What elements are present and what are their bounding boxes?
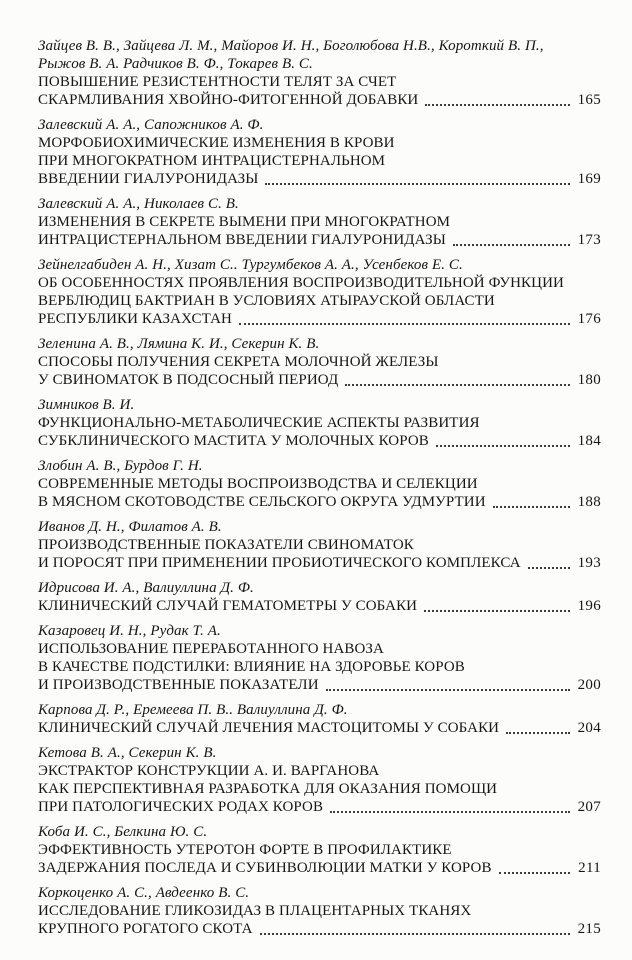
- title-text: ИНТРАЦИСТЕРНАЛЬНОМ ВВЕДЕНИИ ГИАЛУРОНИДАЗЫ: [38, 232, 446, 248]
- page-number: 173: [577, 232, 601, 248]
- title-last-line: [38, 798, 601, 816]
- title-text: У СВИНОМАТОК В ПОДСОСНЫЙ ПЕРИОД: [38, 372, 339, 388]
- title-last-line: [38, 859, 601, 877]
- entry-title: [38, 353, 601, 389]
- entry-title: [38, 274, 601, 328]
- toc-entry: [38, 579, 601, 615]
- dot-leader: [528, 566, 570, 569]
- title-line: СПОСОБЫ ПОЛУЧЕНИЯ СЕКРЕТА МОЛОЧНОЙ ЖЕЛЕЗЫ: [38, 354, 439, 370]
- entry-title: [38, 640, 601, 694]
- page-number: 176: [577, 311, 601, 327]
- dot-leader: [326, 688, 570, 691]
- author-line: Злобин А. В., Бурдов Г. Н.: [38, 458, 203, 474]
- entry-title: [38, 134, 601, 188]
- entry-authors: [38, 195, 601, 213]
- toc-entry: [38, 823, 601, 877]
- dot-leader: [499, 871, 571, 874]
- entry-title: [38, 475, 601, 511]
- title-last-line: [38, 597, 601, 615]
- toc-entry: [38, 622, 601, 694]
- title-line: МОРФОБИОХИМИЧЕСКИЕ ИЗМЕНЕНИЯ В КРОВИ: [38, 135, 395, 151]
- page-number: 184: [577, 433, 601, 449]
- dot-leader: [239, 322, 570, 325]
- entry-title: [38, 841, 601, 877]
- title-last-line: [38, 493, 601, 511]
- entry-authors: [38, 622, 601, 640]
- title-last-line: [38, 554, 601, 572]
- dot-leader: [453, 243, 570, 246]
- title-line: ПРИ МНОГОКРАТНОМ ИНТРАЦИСТЕРНАЛЬНОМ: [38, 153, 386, 169]
- title-line: ПРОИЗВОДСТВЕННЫЕ ПОКАЗАТЕЛИ СВИНОМАТОК: [38, 537, 414, 553]
- toc-entry: [38, 396, 601, 450]
- author-line: Зеленина А. В., Лямина К. И., Секерин К. В.: [38, 336, 320, 352]
- page-number: 196: [577, 598, 601, 614]
- toc-entry: [38, 37, 601, 109]
- entry-title: [38, 536, 601, 572]
- author-line: Залевский А. А., Сапожников А. Ф.: [38, 117, 264, 133]
- title-text: СУБКЛИНИЧЕСКОГО МАСТИТА У МОЛОЧНЫХ КОРОВ: [38, 433, 429, 449]
- author-line: Казаровец И. Н., Рудак Т. А.: [38, 623, 221, 639]
- title-line: СОВРЕМЕННЫЕ МЕТОДЫ ВОСПРОИЗВОДСТВА И СЕЛЕКЦИИ: [38, 476, 478, 492]
- page-number: 188: [577, 494, 601, 510]
- dot-leader: [330, 810, 570, 813]
- dot-leader: [345, 383, 569, 386]
- dot-leader: [506, 731, 569, 734]
- entry-title: [38, 73, 601, 109]
- dot-leader: [265, 182, 569, 185]
- page-number: 200: [577, 677, 601, 693]
- entry-authors: [38, 396, 601, 414]
- author-line: Зимников В. И.: [38, 397, 135, 413]
- page-number: 180: [577, 372, 601, 388]
- toc-entry: [38, 116, 601, 188]
- title-last-line: [38, 920, 601, 938]
- author-line: Зайцев В. В., Зайцева Л. М., Майоров И. Н., Боголюбова Н.В., Короткий В. П.,: [38, 38, 544, 54]
- title-line: ИСПОЛЬЗОВАНИЕ ПЕРЕРАБОТАННОГО НАВОЗА: [38, 641, 384, 657]
- title-text: КЛИНИЧЕСКИЙ СЛУЧАЙ ЛЕЧЕНИЯ МАСТОЦИТОМЫ У СОБАКИ: [38, 720, 500, 736]
- author-line: Карпова Д. Р., Еремеева П. В.. Валиуллина Д. Ф.: [38, 702, 348, 718]
- page-number: 169: [577, 171, 601, 187]
- title-text: КРУПНОГО РОГАТОГО СКОТА: [38, 921, 253, 937]
- title-line: В КАЧЕСТВЕ ПОДСТИЛКИ: ВЛИЯНИЕ НА ЗДОРОВЬЕ КОРОВ: [38, 659, 465, 675]
- title-text: И ПОРОСЯТ ПРИ ПРИМЕНЕНИИ ПРОБИОТИЧЕСКОГО КОМПЛЕКСА: [38, 555, 521, 571]
- author-line: Идрисова И. А., Валиуллина Д. Ф.: [38, 580, 254, 596]
- entry-authors: [38, 256, 601, 274]
- author-line: Коба И. С., Белкина Ю. С.: [38, 824, 208, 840]
- title-line: ЭКСТРАКТОР КОНСТРУКЦИИ А. И. ВАРГАНОВА: [38, 763, 380, 779]
- dot-leader: [425, 103, 569, 106]
- entry-title: [38, 597, 601, 615]
- entry-authors: [38, 823, 601, 841]
- entry-authors: [38, 518, 601, 536]
- title-text: РЕСПУБЛИКИ КАЗАХСТАН: [38, 311, 232, 327]
- dot-leader: [493, 505, 570, 508]
- toc-list: [38, 37, 601, 938]
- toc-entry: [38, 744, 601, 816]
- page-number: 204: [577, 720, 601, 736]
- title-text: КЛИНИЧЕСКИЙ СЛУЧАЙ ГЕМАТОМЕТРЫ У СОБАКИ: [38, 598, 418, 614]
- entry-title: [38, 719, 601, 737]
- title-last-line: [38, 170, 601, 188]
- page-number: 211: [578, 860, 601, 876]
- toc-entry: [38, 256, 601, 328]
- entry-authors: [38, 744, 601, 762]
- title-text: В МЯСНОМ СКОТОВОДСТВЕ СЕЛЬСКОГО ОКРУГА УДМУРТИИ: [38, 494, 486, 510]
- entry-authors: [38, 335, 601, 353]
- toc-entry: [38, 701, 601, 737]
- toc-entry: [38, 884, 601, 938]
- page-number: 207: [577, 799, 601, 815]
- title-last-line: [38, 719, 601, 737]
- title-line: ОБ ОСОБЕННОСТЯХ ПРОЯВЛЕНИЯ ВОСПРОИЗВОДИТЕЛЬНОЙ ФУНКЦИИ: [38, 275, 564, 291]
- dot-leader: [260, 932, 570, 935]
- entry-authors: [38, 116, 601, 134]
- author-line: Зейнелгабиден А. Н., Хизат С.. Тургумбеков А. А., Усенбеков Е. С.: [38, 257, 463, 273]
- title-text: ЗАДЕРЖАНИЯ ПОСЛЕДА И СУБИНВОЛЮЦИИ МАТКИ У КОРОВ: [38, 860, 492, 876]
- page-number: 165: [577, 92, 601, 108]
- title-line: ПОВЫШЕНИЕ РЕЗИСТЕНТНОСТИ ТЕЛЯТ ЗА СЧЕТ: [38, 74, 397, 90]
- toc-entry: [38, 518, 601, 572]
- title-last-line: [38, 310, 601, 328]
- title-text: СКАРМЛИВАНИЯ ХВОЙНО-ФИТОГЕННОЙ ДОБАВКИ: [38, 92, 419, 108]
- toc-entry: [38, 335, 601, 389]
- title-line: ИССЛЕДОВАНИЕ ГЛИКОЗИДАЗ В ПЛАЦЕНТАРНЫХ ТКАНЯХ: [38, 903, 472, 919]
- title-last-line: [38, 432, 601, 450]
- entry-authors: [38, 37, 601, 73]
- page-number: 193: [577, 555, 601, 571]
- author-line: Рыжов В. А. Радчиков В. Ф., Токарев В. С.: [38, 56, 313, 72]
- title-text: И ПРОИЗВОДСТВЕННЫЕ ПОКАЗАТЕЛИ: [38, 677, 319, 693]
- author-line: Залевский А. А., Николаев С. В.: [38, 196, 239, 212]
- title-text: ПРИ ПАТОЛОГИЧЕСКИХ РОДАХ КОРОВ: [38, 799, 324, 815]
- author-line: Иванов Д. Н., Филатов А. В.: [38, 519, 222, 535]
- author-line: Кетова В. А., Секерин К. В.: [38, 745, 217, 761]
- entry-authors: [38, 457, 601, 475]
- title-last-line: [38, 371, 601, 389]
- page-number: 215: [577, 921, 601, 937]
- entry-authors: [38, 701, 601, 719]
- entry-authors: [38, 884, 601, 902]
- toc-entry: [38, 195, 601, 249]
- title-line: ВЕРБЛЮДИЦ БАКТРИАН В УСЛОВИЯХ АТЫРАУСКОЙ ОБЛАСТИ: [38, 293, 495, 309]
- title-last-line: [38, 676, 601, 694]
- title-last-line: [38, 231, 601, 249]
- author-line: Коркоценко А. С., Авдеенко В. С.: [38, 885, 250, 901]
- entry-title: [38, 902, 601, 938]
- entry-title: [38, 414, 601, 450]
- title-line: ФУНКЦИОНАЛЬНО-МЕТАБОЛИЧЕСКИЕ АСПЕКТЫ РАЗВИТИЯ: [38, 415, 480, 431]
- title-text: ВВЕДЕНИИ ГИАЛУРОНИДАЗЫ: [38, 171, 259, 187]
- entry-authors: [38, 579, 601, 597]
- title-line: ЭФФЕКТИВНОСТЬ УТЕРОТОН ФОРТЕ В ПРОФИЛАКТИКЕ: [38, 842, 452, 858]
- title-line: КАК ПЕРСПЕКТИВНАЯ РАЗРАБОТКА ДЛЯ ОКАЗАНИЯ ПОМОЩИ: [38, 781, 498, 797]
- entry-title: [38, 762, 601, 816]
- entry-title: [38, 213, 601, 249]
- toc-entry: [38, 457, 601, 511]
- title-line: ИЗМЕНЕНИЯ В СЕКРЕТЕ ВЫМЕНИ ПРИ МНОГОКРАТНОМ: [38, 214, 451, 230]
- dot-leader: [436, 444, 570, 447]
- dot-leader: [424, 609, 569, 612]
- title-last-line: [38, 91, 601, 109]
